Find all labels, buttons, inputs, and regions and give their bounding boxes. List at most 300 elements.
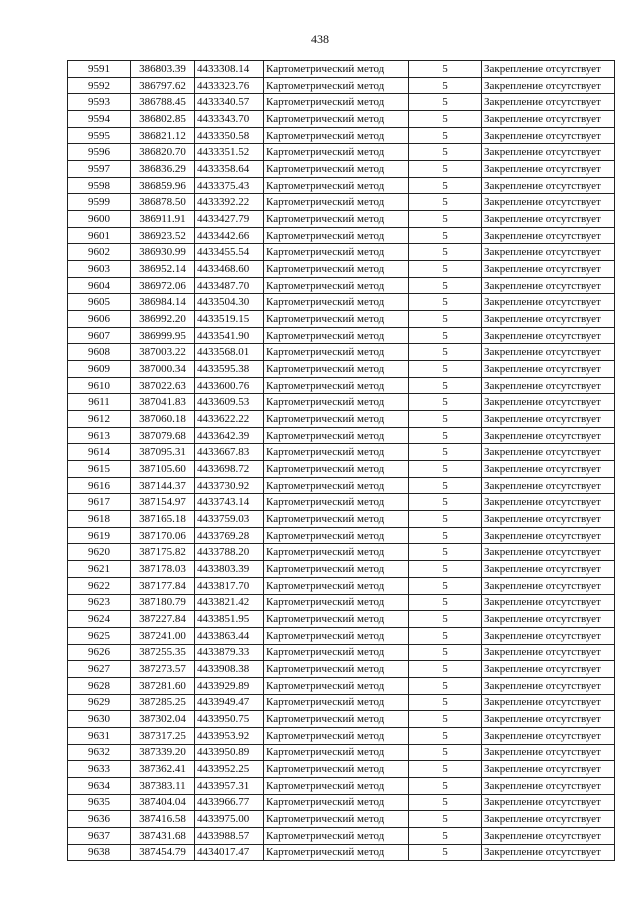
method-cell: Картометрический метод [264,377,409,394]
x-coordinate-cell: 387177.84 [131,577,195,594]
y-coordinate-cell: 4433929.89 [195,677,264,694]
x-coordinate-cell: 386803.39 [131,61,195,78]
y-coordinate-cell: 4433803.39 [195,561,264,578]
fixation-cell: Закрепление отсутствует [482,611,615,628]
table-row [68,577,615,594]
point-number-cell: 9591 [68,61,131,78]
table-row [68,344,615,361]
error-cell: 5 [409,477,482,494]
fixation-cell: Закрепление отсутствует [482,744,615,761]
method-cell: Картометрический метод [264,144,409,161]
x-coordinate-cell: 387285.25 [131,694,195,711]
point-number-cell: 9621 [68,561,131,578]
fixation-cell: Закрепление отсутствует [482,327,615,344]
y-coordinate-cell: 4433730.92 [195,477,264,494]
fixation-cell: Закрепление отсутствует [482,211,615,228]
y-coordinate-cell: 4433392.22 [195,194,264,211]
method-cell: Картометрический метод [264,344,409,361]
table-row [68,411,615,428]
point-number-cell: 9615 [68,461,131,478]
point-number-cell: 9606 [68,311,131,328]
error-cell: 5 [409,311,482,328]
table-row [68,744,615,761]
method-cell: Картометрический метод [264,361,409,378]
y-coordinate-cell: 4433519.15 [195,311,264,328]
table-row [68,277,615,294]
table-row [68,811,615,828]
table-row [68,794,615,811]
x-coordinate-cell: 386911.91 [131,211,195,228]
x-coordinate-cell: 386952.14 [131,261,195,278]
y-coordinate-cell: 4433340.57 [195,94,264,111]
error-cell: 5 [409,177,482,194]
y-coordinate-cell: 4433821.42 [195,594,264,611]
x-coordinate-cell: 386999.95 [131,327,195,344]
x-coordinate-cell: 387175.82 [131,544,195,561]
x-coordinate-cell: 387060.18 [131,411,195,428]
y-coordinate-cell: 4433642.39 [195,427,264,444]
fixation-cell: Закрепление отсутствует [482,694,615,711]
table-row [68,177,615,194]
method-cell: Картометрический метод [264,794,409,811]
point-number-cell: 9625 [68,627,131,644]
y-coordinate-cell: 4433817.70 [195,577,264,594]
point-number-cell: 9607 [68,327,131,344]
error-cell: 5 [409,227,482,244]
method-cell: Картометрический метод [264,277,409,294]
point-number-cell: 9627 [68,661,131,678]
table-row [68,527,615,544]
table-row [68,377,615,394]
point-number-cell: 9619 [68,527,131,544]
point-number-cell: 9598 [68,177,131,194]
method-cell: Картометрический метод [264,444,409,461]
table-row [68,544,615,561]
method-cell: Картометрический метод [264,177,409,194]
error-cell: 5 [409,161,482,178]
error-cell: 5 [409,794,482,811]
table-row [68,727,615,744]
x-coordinate-cell: 387431.68 [131,827,195,844]
table-row [68,311,615,328]
table-row [68,844,615,861]
x-coordinate-cell: 386821.12 [131,127,195,144]
fixation-cell: Закрепление отсутствует [482,244,615,261]
point-number-cell: 9604 [68,277,131,294]
fixation-cell: Закрепление отсутствует [482,344,615,361]
point-number-cell: 9638 [68,844,131,861]
x-coordinate-cell: 386930.99 [131,244,195,261]
fixation-cell: Закрепление отсутствует [482,127,615,144]
x-coordinate-cell: 386802.85 [131,111,195,128]
x-coordinate-cell: 387079.68 [131,427,195,444]
fixation-cell: Закрепление отсутствует [482,677,615,694]
fixation-cell: Закрепление отсутствует [482,627,615,644]
table-row [68,827,615,844]
table-row [68,661,615,678]
x-coordinate-cell: 387255.35 [131,644,195,661]
method-cell: Картометрический метод [264,594,409,611]
method-cell: Картометрический метод [264,544,409,561]
method-cell: Картометрический метод [264,761,409,778]
y-coordinate-cell: 4433952.25 [195,761,264,778]
method-cell: Картометрический метод [264,311,409,328]
point-number-cell: 9594 [68,111,131,128]
error-cell: 5 [409,127,482,144]
table-row [68,777,615,794]
y-coordinate-cell: 4433769.28 [195,527,264,544]
error-cell: 5 [409,427,482,444]
error-cell: 5 [409,561,482,578]
fixation-cell: Закрепление отсутствует [482,427,615,444]
method-cell: Картометрический метод [264,477,409,494]
x-coordinate-cell: 387404.04 [131,794,195,811]
point-number-cell: 9632 [68,744,131,761]
table-row [68,594,615,611]
error-cell: 5 [409,711,482,728]
x-coordinate-cell: 387000.34 [131,361,195,378]
y-coordinate-cell: 4433863.44 [195,627,264,644]
y-coordinate-cell: 4433350.58 [195,127,264,144]
table-row [68,244,615,261]
fixation-cell: Закрепление отсутствует [482,61,615,78]
y-coordinate-cell: 4433667.83 [195,444,264,461]
fixation-cell: Закрепление отсутствует [482,394,615,411]
error-cell: 5 [409,661,482,678]
error-cell: 5 [409,744,482,761]
y-coordinate-cell: 4433949.47 [195,694,264,711]
method-cell: Картометрический метод [264,694,409,711]
x-coordinate-cell: 387227.84 [131,611,195,628]
fixation-cell: Закрепление отсутствует [482,777,615,794]
fixation-cell: Закрепление отсутствует [482,827,615,844]
method-cell: Картометрический метод [264,194,409,211]
fixation-cell: Закрепление отсутствует [482,177,615,194]
error-cell: 5 [409,644,482,661]
x-coordinate-cell: 386836.29 [131,161,195,178]
method-cell: Картометрический метод [264,527,409,544]
fixation-cell: Закрепление отсутствует [482,444,615,461]
point-number-cell: 9637 [68,827,131,844]
point-number-cell: 9597 [68,161,131,178]
y-coordinate-cell: 4433504.30 [195,294,264,311]
point-number-cell: 9623 [68,594,131,611]
method-cell: Картометрический метод [264,61,409,78]
error-cell: 5 [409,194,482,211]
x-coordinate-cell: 386923.52 [131,227,195,244]
method-cell: Картометрический метод [264,627,409,644]
y-coordinate-cell: 4433953.92 [195,727,264,744]
fixation-cell: Закрепление отсутствует [482,711,615,728]
error-cell: 5 [409,61,482,78]
y-coordinate-cell: 4433851.95 [195,611,264,628]
x-coordinate-cell: 387144.37 [131,477,195,494]
x-coordinate-cell: 387416.58 [131,811,195,828]
x-coordinate-cell: 387022.63 [131,377,195,394]
y-coordinate-cell: 4433609.53 [195,394,264,411]
method-cell: Картометрический метод [264,744,409,761]
error-cell: 5 [409,361,482,378]
x-coordinate-cell: 387383.11 [131,777,195,794]
y-coordinate-cell: 4433541.90 [195,327,264,344]
method-cell: Картометрический метод [264,727,409,744]
point-number-cell: 9605 [68,294,131,311]
y-coordinate-cell: 4433351.52 [195,144,264,161]
error-cell: 5 [409,144,482,161]
method-cell: Картометрический метод [264,244,409,261]
error-cell: 5 [409,577,482,594]
point-number-cell: 9592 [68,77,131,94]
error-cell: 5 [409,811,482,828]
method-cell: Картометрический метод [264,661,409,678]
method-cell: Картометрический метод [264,211,409,228]
fixation-cell: Закрепление отсутствует [482,727,615,744]
fixation-cell: Закрепление отсутствует [482,544,615,561]
method-cell: Картометрический метод [264,844,409,861]
error-cell: 5 [409,94,482,111]
point-number-cell: 9633 [68,761,131,778]
table-row [68,111,615,128]
method-cell: Картометрический метод [264,811,409,828]
error-cell: 5 [409,327,482,344]
point-number-cell: 9599 [68,194,131,211]
method-cell: Картометрический метод [264,411,409,428]
fixation-cell: Закрепление отсутствует [482,311,615,328]
y-coordinate-cell: 4433343.70 [195,111,264,128]
method-cell: Картометрический метод [264,394,409,411]
point-number-cell: 9611 [68,394,131,411]
page-number: 438 [311,32,329,46]
table-row [68,127,615,144]
y-coordinate-cell: 4433323.76 [195,77,264,94]
table-row [68,644,615,661]
fixation-cell: Закрепление отсутствует [482,294,615,311]
error-cell: 5 [409,461,482,478]
method-cell: Картометрический метод [264,261,409,278]
error-cell: 5 [409,211,482,228]
x-coordinate-cell: 386820.70 [131,144,195,161]
x-coordinate-cell: 387302.04 [131,711,195,728]
x-coordinate-cell: 386797.62 [131,77,195,94]
table-row [68,194,615,211]
table-body [68,61,615,861]
point-number-cell: 9628 [68,677,131,694]
point-number-cell: 9596 [68,144,131,161]
y-coordinate-cell: 4433427.79 [195,211,264,228]
table-row [68,477,615,494]
error-cell: 5 [409,111,482,128]
fixation-cell: Закрепление отсутствует [482,794,615,811]
error-cell: 5 [409,677,482,694]
fixation-cell: Закрепление отсутствует [482,194,615,211]
y-coordinate-cell: 4433988.57 [195,827,264,844]
table-row [68,444,615,461]
y-coordinate-cell: 4433957.31 [195,777,264,794]
fixation-cell: Закрепление отсутствует [482,94,615,111]
method-cell: Картометрический метод [264,227,409,244]
y-coordinate-cell: 4433950.75 [195,711,264,728]
method-cell: Картометрический метод [264,711,409,728]
x-coordinate-cell: 387003.22 [131,344,195,361]
method-cell: Картометрический метод [264,127,409,144]
table-row [68,427,615,444]
x-coordinate-cell: 387339.20 [131,744,195,761]
table-row [68,394,615,411]
table-row [68,94,615,111]
fixation-cell: Закрепление отсутствует [482,844,615,861]
point-number-cell: 9602 [68,244,131,261]
y-coordinate-cell: 4433487.70 [195,277,264,294]
x-coordinate-cell: 387362.41 [131,761,195,778]
table-row [68,677,615,694]
method-cell: Картометрический метод [264,777,409,794]
x-coordinate-cell: 387095.31 [131,444,195,461]
error-cell: 5 [409,394,482,411]
x-coordinate-cell: 386972.06 [131,277,195,294]
fixation-cell: Закрепление отсутствует [482,161,615,178]
method-cell: Картометрический метод [264,427,409,444]
point-number-cell: 9617 [68,494,131,511]
point-number-cell: 9622 [68,577,131,594]
error-cell: 5 [409,244,482,261]
table-row [68,261,615,278]
y-coordinate-cell: 4433743.14 [195,494,264,511]
point-number-cell: 9624 [68,611,131,628]
y-coordinate-cell: 4433879.33 [195,644,264,661]
y-coordinate-cell: 4433455.54 [195,244,264,261]
table-row [68,227,615,244]
y-coordinate-cell: 4433600.76 [195,377,264,394]
error-cell: 5 [409,627,482,644]
x-coordinate-cell: 387178.03 [131,561,195,578]
point-number-cell: 9610 [68,377,131,394]
method-cell: Картометрический метод [264,677,409,694]
method-cell: Картометрический метод [264,511,409,528]
point-number-cell: 9593 [68,94,131,111]
fixation-cell: Закрепление отсутствует [482,527,615,544]
point-number-cell: 9600 [68,211,131,228]
table-row [68,711,615,728]
point-number-cell: 9609 [68,361,131,378]
y-coordinate-cell: 4433975.00 [195,811,264,828]
x-coordinate-cell: 387170.06 [131,527,195,544]
error-cell: 5 [409,511,482,528]
table-row [68,294,615,311]
x-coordinate-cell: 387105.60 [131,461,195,478]
x-coordinate-cell: 386878.50 [131,194,195,211]
y-coordinate-cell: 4433698.72 [195,461,264,478]
method-cell: Картометрический метод [264,827,409,844]
point-number-cell: 9635 [68,794,131,811]
point-number-cell: 9601 [68,227,131,244]
method-cell: Картометрический метод [264,294,409,311]
error-cell: 5 [409,444,482,461]
error-cell: 5 [409,694,482,711]
method-cell: Картометрический метод [264,111,409,128]
x-coordinate-cell: 387317.25 [131,727,195,744]
error-cell: 5 [409,411,482,428]
point-number-cell: 9634 [68,777,131,794]
point-number-cell: 9608 [68,344,131,361]
fixation-cell: Закрепление отсутствует [482,577,615,594]
y-coordinate-cell: 4433468.60 [195,261,264,278]
table-row [68,761,615,778]
fixation-cell: Закрепление отсутствует [482,277,615,294]
method-cell: Картометрический метод [264,161,409,178]
x-coordinate-cell: 387281.60 [131,677,195,694]
fixation-cell: Закрепление отсутствует [482,377,615,394]
error-cell: 5 [409,761,482,778]
coordinates-table [67,60,615,861]
error-cell: 5 [409,294,482,311]
y-coordinate-cell: 4433358.64 [195,161,264,178]
table-row [68,361,615,378]
error-cell: 5 [409,777,482,794]
table-row [68,77,615,94]
method-cell: Картометрический метод [264,94,409,111]
point-number-cell: 9613 [68,427,131,444]
method-cell: Картометрический метод [264,494,409,511]
method-cell: Картометрический метод [264,77,409,94]
x-coordinate-cell: 387454.79 [131,844,195,861]
y-coordinate-cell: 4433568.01 [195,344,264,361]
error-cell: 5 [409,77,482,94]
error-cell: 5 [409,594,482,611]
fixation-cell: Закрепление отсутствует [482,361,615,378]
point-number-cell: 9636 [68,811,131,828]
x-coordinate-cell: 386992.20 [131,311,195,328]
fixation-cell: Закрепление отсутствует [482,494,615,511]
point-number-cell: 9616 [68,477,131,494]
x-coordinate-cell: 387180.79 [131,594,195,611]
y-coordinate-cell: 4433788.20 [195,544,264,561]
table-row [68,461,615,478]
error-cell: 5 [409,611,482,628]
table-row [68,561,615,578]
table-row [68,161,615,178]
table-row [68,627,615,644]
table-row [68,511,615,528]
fixation-cell: Закрепление отсутствует [482,561,615,578]
fixation-cell: Закрепление отсутствует [482,227,615,244]
fixation-cell: Закрепление отсутствует [482,411,615,428]
error-cell: 5 [409,377,482,394]
error-cell: 5 [409,261,482,278]
x-coordinate-cell: 387041.83 [131,394,195,411]
x-coordinate-cell: 386984.14 [131,294,195,311]
fixation-cell: Закрепление отсутствует [482,77,615,94]
y-coordinate-cell: 4433595.38 [195,361,264,378]
table-row [68,694,615,711]
table-row [68,144,615,161]
fixation-cell: Закрепление отсутствует [482,111,615,128]
method-cell: Картометрический метод [264,327,409,344]
fixation-cell: Закрепление отсутствует [482,811,615,828]
method-cell: Картометрический метод [264,461,409,478]
table-row [68,611,615,628]
error-cell: 5 [409,844,482,861]
point-number-cell: 9620 [68,544,131,561]
x-coordinate-cell: 386859.96 [131,177,195,194]
y-coordinate-cell: 4433759.03 [195,511,264,528]
method-cell: Картометрический метод [264,644,409,661]
y-coordinate-cell: 4433908.38 [195,661,264,678]
error-cell: 5 [409,277,482,294]
x-coordinate-cell: 387154.97 [131,494,195,511]
error-cell: 5 [409,344,482,361]
y-coordinate-cell: 4434017.47 [195,844,264,861]
fixation-cell: Закрепление отсутствует [482,594,615,611]
